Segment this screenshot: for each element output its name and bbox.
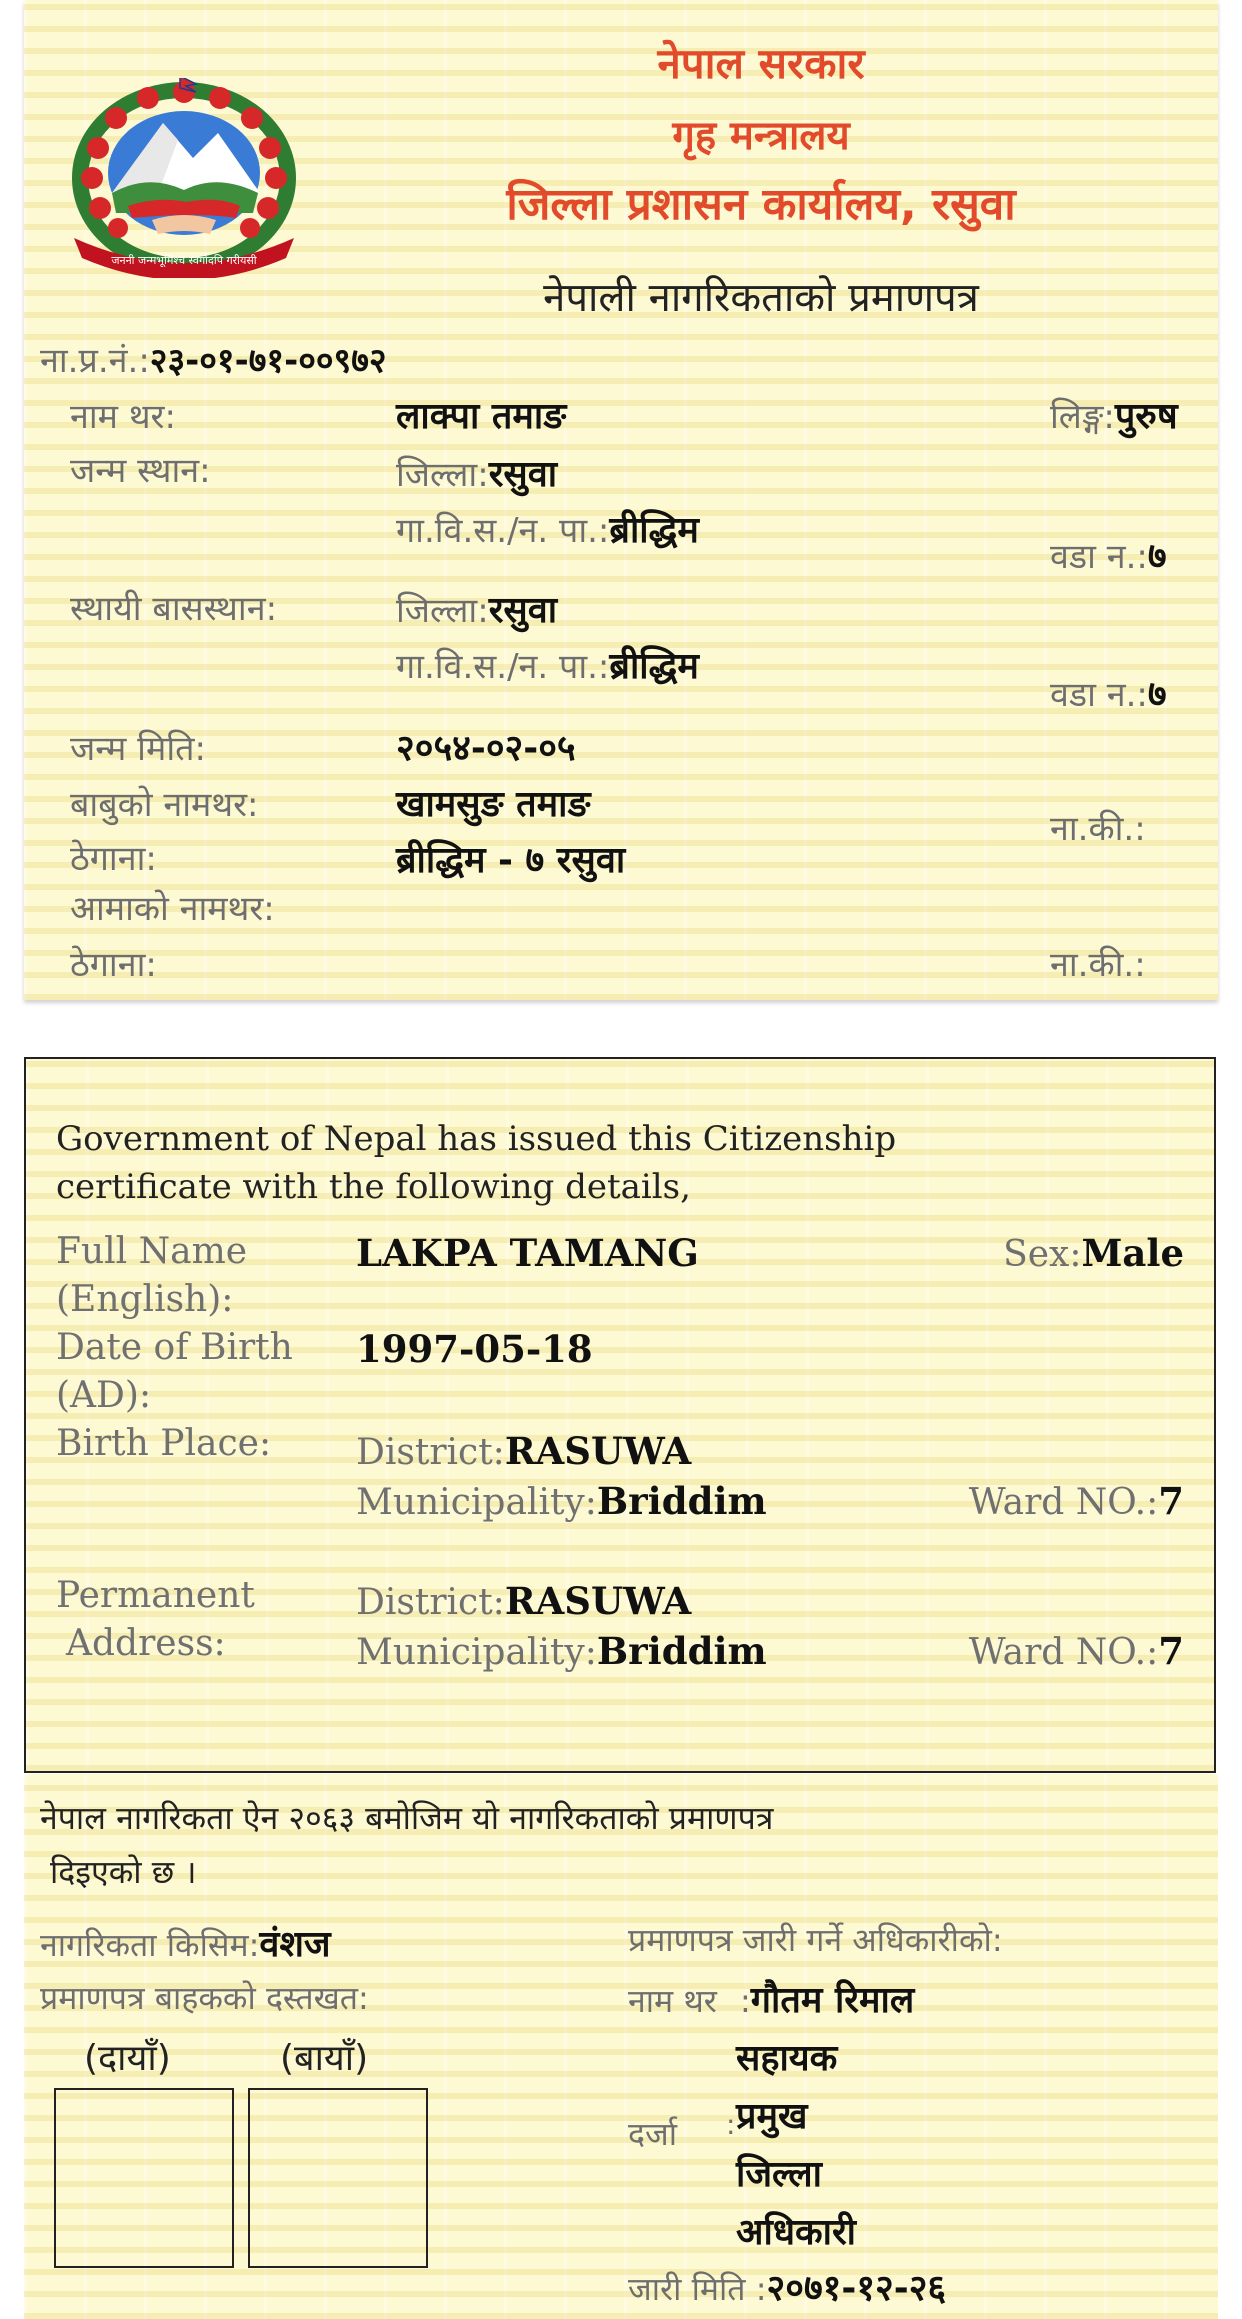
permanent-ward-label-english: Ward NO.:: [968, 1632, 1159, 1673]
birthplace-vdc-value: ब्रीद्धिम: [609, 510, 699, 551]
ministry-title: गृह मन्त्रालय: [672, 113, 850, 159]
father-address-label: ठेगाना:: [70, 839, 157, 879]
dob-value-english: 1997-05-18: [356, 1327, 593, 1371]
issuer-name-separator: :: [740, 1982, 751, 2020]
permanent-district-english: [356, 1579, 691, 1623]
permanent-label-english-line2: Address:: [66, 1623, 226, 1664]
birthplace-vdc-label: गा.वि.स./न. पा.:: [396, 511, 610, 551]
permanent-municipality-value-english: Briddim: [596, 1629, 767, 1673]
father-citizenship-label: ना.की.:: [1050, 809, 1146, 849]
government-title: नेपाल सरकार: [657, 39, 865, 88]
mother-address-label: ठेगाना:: [70, 945, 157, 985]
issue-date: [628, 2262, 946, 2311]
birthplace-municipality-english: [356, 1479, 767, 1523]
cert-number: [40, 336, 387, 382]
statement-line2: दिइएको छ ।: [50, 1853, 197, 1891]
issuer-name-label: नाम थर: [628, 1982, 717, 2020]
permanent-vdc-value: ब्रीद्धिम: [609, 646, 699, 687]
issuer-name: [628, 1974, 914, 2023]
birthplace-district-value: रसुवा: [488, 454, 558, 495]
permanent-ward-english: [969, 1629, 1184, 1673]
sex-value-english: Male: [1081, 1231, 1184, 1275]
designation-line1: सहायक: [736, 2038, 838, 2079]
permanent-district-value: रसुवा: [488, 590, 558, 631]
svg-text:जननी जन्मभूमिश्च स्वर्गादपि गर: जननी जन्मभूमिश्च स्वर्गादपि गरीयसी: [111, 254, 257, 267]
citizenship-type-label: नागरिकता किसिम:: [40, 1926, 260, 1964]
dob-label-english-line2: (AD):: [56, 1375, 152, 1416]
permanent-district-label: जिल्ला:: [396, 591, 489, 631]
birthplace-municipality-label-english: Municipality:: [356, 1482, 597, 1523]
left-thumb-label: (बायाँ): [280, 2038, 369, 2079]
mother-citizenship-label: ना.की.:: [1050, 945, 1146, 985]
birthplace-district: [396, 448, 557, 497]
left-thumbprint-box: [248, 2088, 428, 2268]
fullname-value: LAKPA TAMANG: [356, 1231, 699, 1275]
dob-label: जन्म मिति:: [70, 729, 206, 769]
dob-label-english-line1: Date of Birth: [56, 1327, 293, 1368]
birthplace-district-label-english: District:: [356, 1432, 505, 1473]
permanent-municipality-english: [356, 1629, 767, 1673]
birthplace-district-english: [356, 1429, 691, 1473]
name-value: लाक्पा तमाङ: [396, 396, 567, 437]
dob-value: २०५४-०२-०५: [396, 728, 576, 769]
english-details-card: [24, 1057, 1216, 1773]
permanent-ward-value-english: 7: [1158, 1629, 1184, 1673]
permanent-vdc: [396, 640, 699, 689]
statement-line1: नेपाल नागरिकता ऐन २०६३ बमोजिम यो नागरिकताको प्रमाणपत्र: [40, 1799, 774, 1837]
birthplace-ward: [1050, 530, 1167, 579]
citizenship-type: [40, 1918, 331, 1967]
issuance-card: [24, 1774, 1218, 2319]
name-label: नाम थर:: [70, 397, 176, 437]
cert-number-value: २३-०१-७१-००९७२: [149, 341, 387, 381]
birthplace-label: जन्म स्थान:: [70, 451, 211, 491]
father-name-label: बाबुको नामथर:: [70, 785, 259, 825]
permanent-district-value-english: RASUWA: [504, 1579, 692, 1623]
birthplace-municipality-value-english: Briddim: [596, 1479, 767, 1523]
designation-label: दर्जा: [628, 2115, 678, 2153]
office-title: जिल्ला प्रशासन कार्यालय, रसुवा: [506, 179, 1016, 230]
birthplace-label-english: Birth Place:: [56, 1423, 272, 1464]
birthplace-district-value-english: RASUWA: [504, 1429, 692, 1473]
fullname-label-line2: (English):: [56, 1279, 234, 1320]
sex-value: पुरुष: [1114, 396, 1178, 437]
permanent-ward-label: वडा न.:: [1050, 675, 1148, 715]
permanent-district: [396, 584, 557, 633]
issue-date-label: जारी मिति :: [628, 2270, 767, 2308]
right-thumbprint-box: [54, 2088, 234, 2268]
birthplace-district-label: जिल्ला:: [396, 455, 489, 495]
issuer-name-value: गौतम रिमाल: [750, 1980, 915, 2021]
sex-field: [1050, 390, 1178, 439]
father-address-value: ब्रीद्धिम - ७ रसुवा: [396, 840, 626, 881]
designation-line3: जिल्ला: [736, 2154, 823, 2195]
cert-number-label: ना.प्र.नं.:: [40, 341, 150, 381]
permanent-municipality-label-english: Municipality:: [356, 1632, 597, 1673]
permanent-district-label-english: District:: [356, 1582, 505, 1623]
mother-name-label: आमाको नामथर:: [70, 889, 275, 929]
permanent-ward: [1050, 668, 1167, 717]
permanent-address-label: स्थायी बासस्थान:: [70, 589, 278, 629]
birthplace-ward-label-english: Ward NO.:: [968, 1482, 1159, 1523]
birthplace-ward-label: वडा न.:: [1050, 537, 1148, 577]
designation-line4: अधिकारी: [736, 2212, 856, 2253]
birthplace-ward-english: [969, 1479, 1184, 1523]
sex-field-english: [1003, 1231, 1184, 1275]
designation-line2: प्रमुख: [736, 2096, 808, 2137]
birthplace-ward-value-english: 7: [1158, 1479, 1184, 1523]
permanent-label-english-line1: Permanent: [56, 1575, 255, 1616]
issuer-label: प्रमाणपत्र जारी गर्ने अधिकारीको:: [628, 1921, 1003, 1959]
english-intro-line1: Government of Nepal has issued this Citizenship: [56, 1119, 897, 1159]
nepali-details-card: [24, 0, 1218, 1000]
nepal-emblem-icon: [68, 78, 300, 278]
birthplace-vdc: [396, 504, 699, 553]
birthplace-ward-value: ७: [1147, 536, 1167, 577]
issue-date-value: २०७१-१२-२६: [766, 2268, 947, 2309]
designation-separator: :: [726, 2108, 736, 2141]
sex-label-english: Sex:: [1003, 1234, 1082, 1275]
right-thumb-label: (दायाँ): [84, 2038, 171, 2079]
father-name-value: खामसुङ तमाङ: [396, 784, 591, 825]
fullname-label-line1: Full Name: [56, 1231, 248, 1272]
citizenship-type-value: वंशज: [259, 1924, 331, 1965]
certificate-title: नेपाली नागरिकताको प्रमाणपत्र: [543, 275, 979, 321]
permanent-ward-value: ७: [1147, 674, 1167, 715]
sex-label: लिङ्ग:: [1050, 397, 1115, 437]
holder-signature-label: प्रमाणपत्र बाहकको दस्तखत:: [40, 1979, 369, 2017]
english-intro-line2: certificate with the following details,: [56, 1167, 691, 1207]
permanent-vdc-label: गा.वि.स./न. पा.:: [396, 647, 610, 687]
